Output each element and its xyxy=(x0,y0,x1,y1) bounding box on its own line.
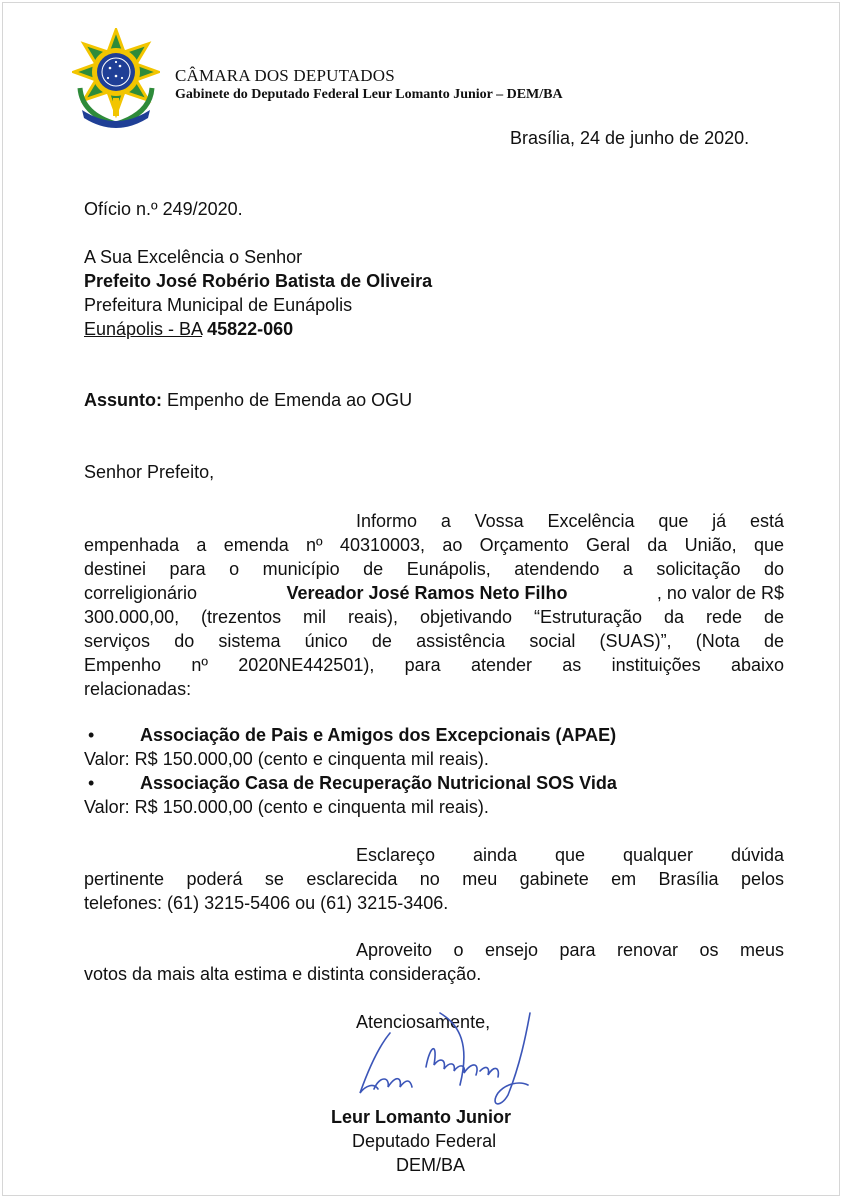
signer-party: DEM/BA xyxy=(396,1155,466,1175)
recipient-name: Prefeito José Robério Batista de Oliveira xyxy=(84,271,433,291)
chamber-title: CÂMARA DOS DEPUTADOS xyxy=(175,66,395,85)
recipient-city: Eunápolis - BA xyxy=(84,319,203,339)
body-p1-line2: empenhada a emenda nº 40310003, ao Orçamento Geral da União, que xyxy=(84,535,784,555)
subject-label: Assunto: xyxy=(84,390,162,410)
signer-role: Deputado Federal xyxy=(352,1131,497,1151)
body-p1-line4 xyxy=(84,581,784,605)
institution-1-name: Associação de Pais e Amigos dos Excepcionais (APAE) xyxy=(140,725,617,745)
office-subtitle: Gabinete do Deputado Federal Leur Lomanto Junior – DEM/BA xyxy=(175,87,563,102)
recipient-cep: 45822-060 xyxy=(207,319,294,339)
body-p1-line4-a: correligionário xyxy=(84,583,198,603)
body-p1-line7: Empenho nº 2020NE442501), para atender as instituições abaixo xyxy=(84,655,784,675)
body-p1-line1: Informo a Vossa Excelência que já está xyxy=(356,511,784,531)
body-p1-line4-c: , no valor de R$ xyxy=(656,583,784,603)
body-p1-line3: destinei para o município de Eunápolis, atendendo a solicitação do xyxy=(84,559,784,579)
recipient-institution: Prefeitura Municipal de Eunápolis xyxy=(84,295,353,315)
body-p2-line2: pertinente poderá se esclarecida no meu gabinete em Brasília pelos xyxy=(84,869,784,889)
subject-text: Empenho de Emenda ao OGU xyxy=(167,390,413,410)
body-p1-line5: 300.000,00, (trezentos mil reais), objetivando “Estruturação da rede de xyxy=(84,607,784,627)
institution-1-value: Valor: R$ 150.000,00 (cento e cinquenta mil reais). xyxy=(84,749,489,769)
bullet-1: • xyxy=(88,725,95,745)
councilman-name: Vereador José Ramos Neto Filho xyxy=(286,583,568,603)
greeting: Senhor Prefeito, xyxy=(84,462,215,482)
brazil-coat-of-arms-icon xyxy=(72,28,160,132)
recipient-salutation: A Sua Excelência o Senhor xyxy=(84,247,303,267)
handwritten-signature xyxy=(330,1005,550,1110)
body-p2-line1: Esclareço ainda que qualquer dúvida xyxy=(356,845,784,865)
body-p3-line2: votos da mais alta estima e distinta consideração. xyxy=(84,964,482,984)
recipient-address xyxy=(84,317,293,341)
body-p3-line1: Aproveito o ensejo para renovar os meus xyxy=(356,940,784,960)
institution-2-name: Associação Casa de Recuperação Nutricional SOS Vida xyxy=(140,773,617,793)
bullet-2: • xyxy=(88,773,95,793)
oficio-number: Ofício n.º 249/2020. xyxy=(84,199,243,219)
body-p2-line3: telefones: (61) 3215-5406 ou (61) 3215-3406. xyxy=(84,893,449,913)
institution-2-value: Valor: R$ 150.000,00 (cento e cinquenta mil reais). xyxy=(84,797,489,817)
signer-name: Leur Lomanto Junior xyxy=(331,1107,511,1127)
subject-line xyxy=(84,388,412,412)
body-p1-line8: relacionadas: xyxy=(84,679,192,699)
body-p1-line6: serviços do sistema único de assistência social (SUAS)”, (Nota de xyxy=(84,631,784,651)
closing: Atenciosamente, xyxy=(356,1012,491,1032)
date-line: Brasília, 24 de junho de 2020. xyxy=(510,128,750,148)
